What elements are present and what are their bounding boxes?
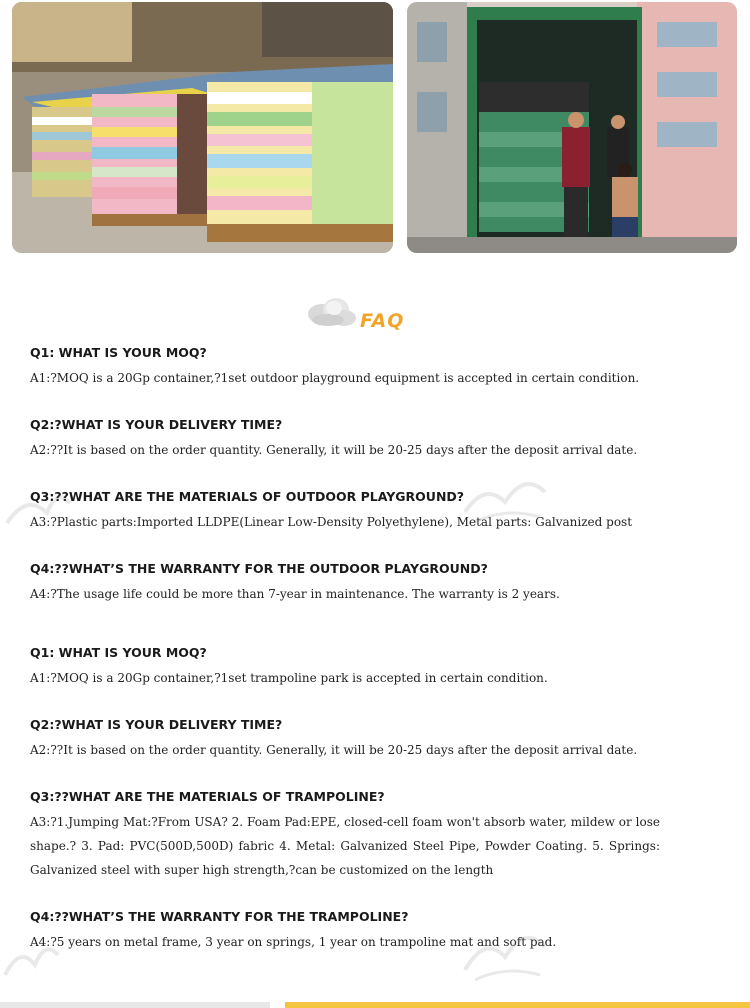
- faq-question: Q2:?WHAT IS YOUR DELIVERY TIME?: [30, 717, 283, 732]
- faq-title: FAQ: [360, 310, 405, 332]
- container-loading-photo: [407, 2, 737, 253]
- faq-question: Q1: WHAT IS YOUR MOQ?: [30, 345, 207, 360]
- faq-item: [30, 643, 660, 690]
- watermark-logo: [2, 478, 72, 538]
- faq-question: Q3:??WHAT ARE THE MATERIALS OF TRAMPOLINE?: [30, 789, 385, 804]
- faq-answer: A1:?MOQ is a 20Gp container,?1set trampoline park is accepted in certain condition.: [30, 671, 548, 685]
- bottom-divider: [0, 1002, 750, 1008]
- faq-item: [30, 787, 660, 882]
- faq-item: [30, 715, 660, 762]
- watermark-logo: [0, 930, 60, 990]
- faq-answer: A1:?MOQ is a 20Gp container,?1set outdoor playground equipment is accepted in certain condition.: [30, 371, 640, 385]
- faq-answer: A2:??It is based on the order quantity. Generally, it will be 20-25 days after the deposit arrival date.: [30, 743, 638, 757]
- faq-item: [30, 415, 660, 462]
- faq-answer: A4:?5 years on metal frame, 3 year on springs, 1 year on trampoline mat and soft pad.: [30, 935, 557, 949]
- faq-question: Q3:??WHAT ARE THE MATERIALS OF OUTDOOR PLAYGROUND?: [30, 489, 465, 504]
- faq-answer: A2:??It is based on the order quantity. Generally, it will be 20-25 days after the deposit arrival date.: [30, 443, 638, 457]
- faq-item: [30, 487, 660, 534]
- faq-answer: A4:?The usage life could be more than 7-year in maintenance. The warranty is 2 years.: [30, 587, 560, 601]
- stacked-play-mats-photo: [12, 2, 393, 253]
- faq-question: Q4:??WHAT’S THE WARRANTY FOR THE OUTDOOR PLAYGROUND?: [30, 561, 488, 576]
- faq-item: [30, 907, 660, 954]
- faq-question: Q2:?WHAT IS YOUR DELIVERY TIME?: [30, 417, 283, 432]
- watermark-logo: [455, 462, 555, 532]
- watermark-logo: [455, 915, 555, 990]
- faq-item: [30, 559, 660, 606]
- faq-question: Q4:??WHAT’S THE WARRANTY FOR THE TRAMPOLINE?: [30, 909, 409, 924]
- cloud-icon: [300, 292, 360, 332]
- faq-item: [30, 343, 660, 390]
- faq-answer: A3:?1.Jumping Mat:?From USA? 2. Foam Pad:EPE, closed-cell foam won't absorb water, mildew or lose shape.? 3. Pad: PVC(500D,500D) fabric 4. Metal: Galvanized Steel Pipe, Powder Coating. 5. Springs: Galvanized steel with super high strength,?can be customized on the length: [30, 815, 660, 877]
- faq-question: Q1: WHAT IS YOUR MOQ?: [30, 645, 207, 660]
- faq-heading: [300, 292, 450, 342]
- faq-answer: A3:?Plastic parts:Imported LLDPE(Linear Low-Density Polyethylene), Metal parts: Galvanized post: [30, 515, 633, 529]
